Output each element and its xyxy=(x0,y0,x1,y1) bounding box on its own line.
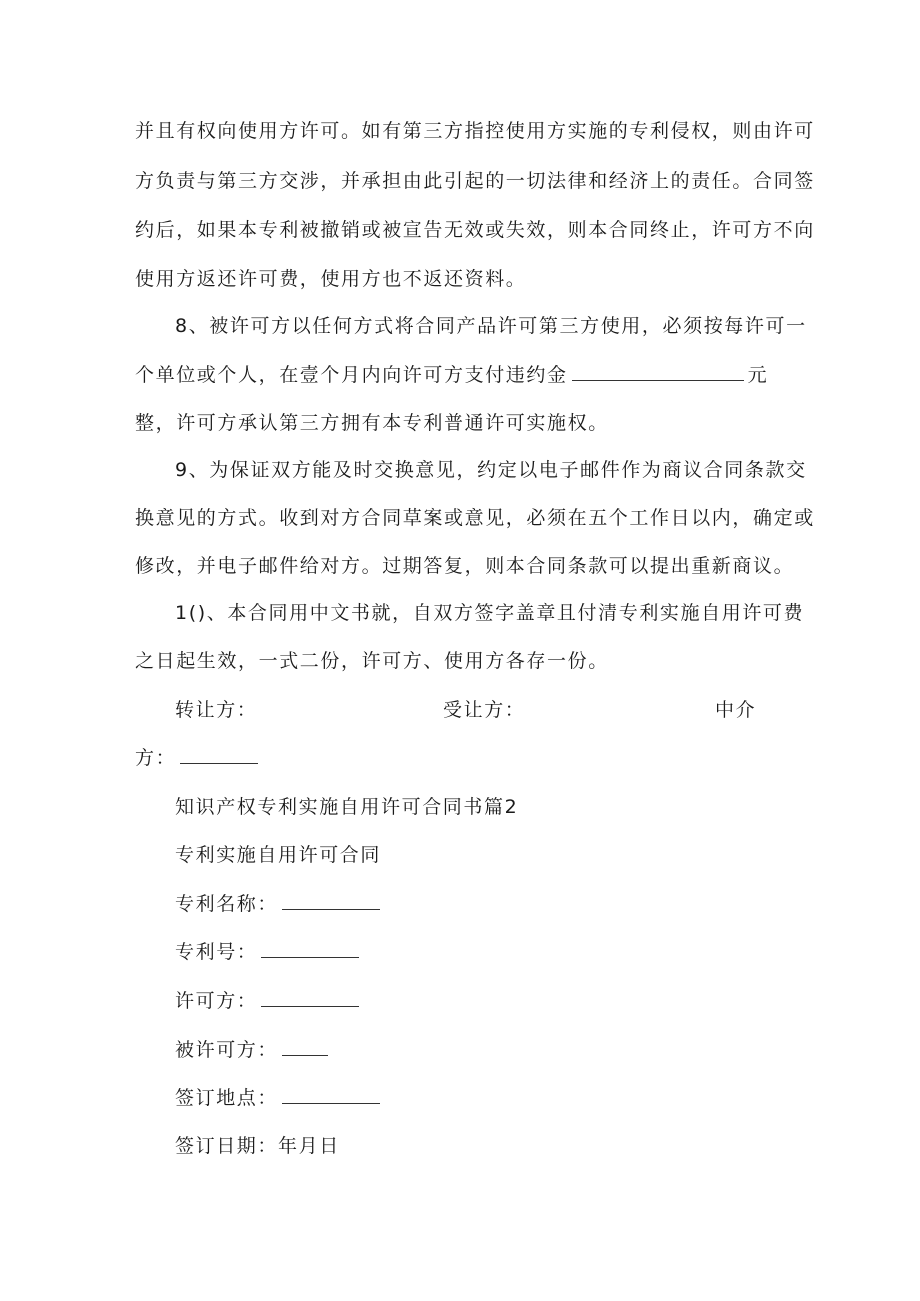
licensor-field xyxy=(175,988,835,1014)
clause-10-line: 1()、本合同用中文书就，自双方签字盖章且付清专利实施自用许可费 xyxy=(175,602,805,624)
paragraph-line: 使用方返还许可费，使用方也不返还资料。 xyxy=(135,268,527,290)
clause-8-line xyxy=(135,362,795,388)
patent-no-field xyxy=(175,939,835,965)
intermediary-line xyxy=(135,745,795,771)
licensee-label: 被许可方： xyxy=(175,1039,279,1061)
signing-place-label: 签订地点： xyxy=(175,1087,279,1109)
section-heading: 知识产权专利实施自用许可合同书篇2 xyxy=(175,796,519,818)
paragraph-line: 方负责与第三方交涉，并承担由此引起的一切法律和经济上的责任。合同签 xyxy=(135,170,815,192)
clause-9-line: 9、为保证双方能及时交换意见，约定以电子邮件作为商议合同条款交 xyxy=(175,459,807,481)
intermediary-blank xyxy=(180,745,258,764)
licensee-field xyxy=(175,1037,835,1063)
clause-8-line: 整，许可方承认第三方拥有本专利普通许可实施权。 xyxy=(135,412,609,434)
patent-no-blank xyxy=(261,939,359,958)
contract-title: 专利实施自用许可合同 xyxy=(175,844,382,866)
clause-9-line: 修改，并电子邮件给对方。过期答复，则本合同条款可以提出重新商议。 xyxy=(135,555,795,577)
transferor-label: 转让方： xyxy=(175,699,258,721)
signing-place-blank xyxy=(282,1085,380,1104)
signing-place-field xyxy=(175,1085,835,1111)
licensor-blank xyxy=(261,988,359,1007)
paragraph-line: 并且有权向使用方许可。如有第三方指控使用方实施的专利侵权，则由许可 xyxy=(135,120,815,142)
transferee-label: 受让方： xyxy=(443,699,526,721)
clause-8-line: 8、被许可方以任何方式将合同产品许可第三方使用，必须按每许可一 xyxy=(175,315,807,337)
currency-unit: 元 xyxy=(747,364,769,386)
patent-name-blank xyxy=(282,891,380,910)
paragraph-line: 约后，如果本专利被撤销或被宣告无效或失效，则本合同终止，许可方不向 xyxy=(135,219,815,241)
intermediary-label-cont: 方： xyxy=(135,747,177,769)
licensee-blank xyxy=(282,1037,328,1056)
patent-name-field xyxy=(175,891,835,917)
penalty-amount-blank xyxy=(572,362,744,381)
patent-name-label: 专利名称： xyxy=(175,893,279,915)
clause-10-line: 之日起生效，一式二份，许可方、使用方各存一份。 xyxy=(135,650,609,672)
clause-9-line: 换意见的方式。收到对方合同草案或意见，必须在五个工作日以内，确定或 xyxy=(135,507,815,529)
signing-date-field: 签订日期：年月日 xyxy=(175,1135,340,1157)
licensor-label: 许可方： xyxy=(175,990,258,1012)
clause-8-text: 个单位或个人，在壹个月内向许可方支付违约金 xyxy=(135,364,568,386)
intermediary-label: 中介 xyxy=(715,699,757,721)
patent-no-label: 专利号： xyxy=(175,941,258,963)
